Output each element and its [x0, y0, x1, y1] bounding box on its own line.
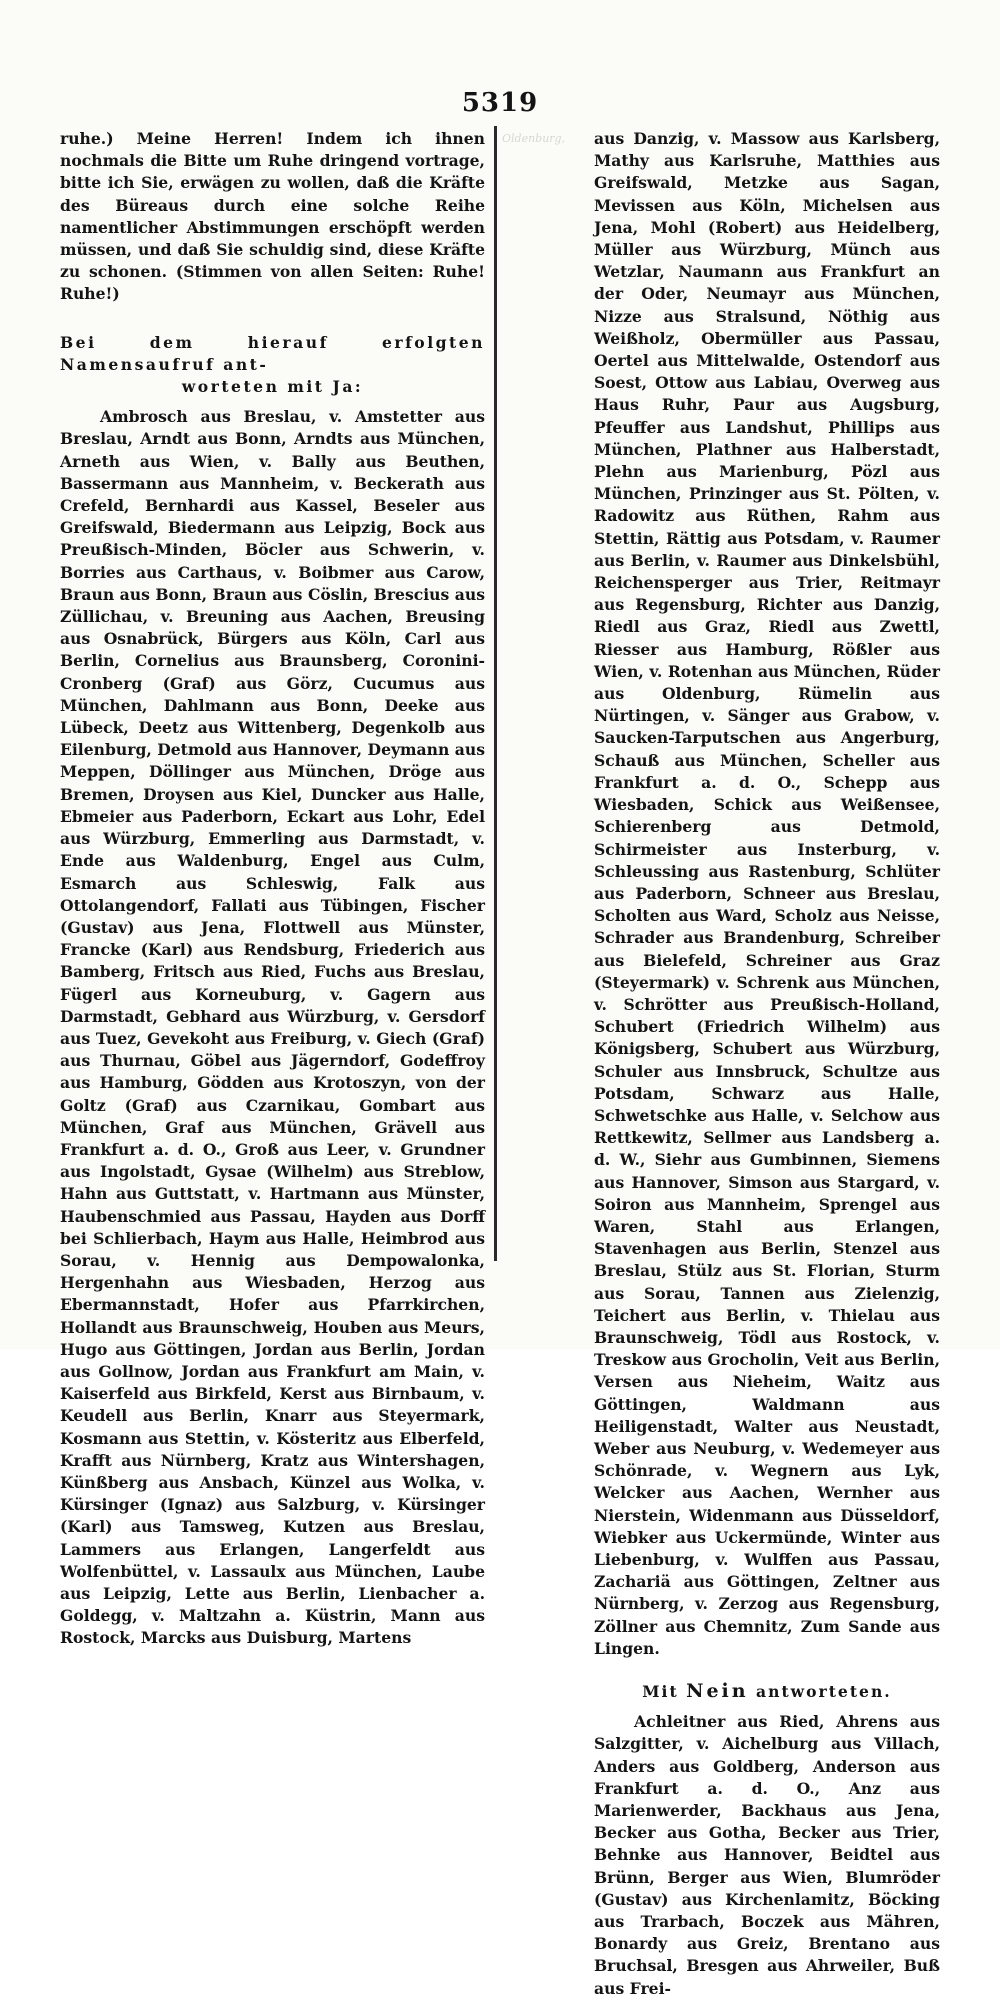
- left-column: [60, 128, 485, 1650]
- nein-heading: [594, 1680, 940, 1703]
- bleed-through-shadow: Oldenburg,: [502, 132, 566, 145]
- column-divider: [494, 126, 497, 1261]
- ja-heading-prefix: worteten mit: [181, 377, 325, 397]
- right-column: [594, 128, 940, 2000]
- ja-list-part2: aus Danzig, v. Massow aus Karlsberg, Mathy aus Karlsruhe, Matthies aus Greifswald, Metzke aus Sagan, Mevissen aus Köln, Michelsen aus Jena, Mohl (Robert) aus Heidelberg, Müller aus Würzburg, Münch aus Wetzlar, Naumann aus Frankfurt an der Oder, Neumayr aus München, Nizze aus Stralsund, Nöthig aus Weißholz, Obermüller aus Passau, Oertel aus Mittelwalde, Ostendorf aus Soest, Ottow aus Labiau, Overweg aus Haus Ruhr, Paur aus Augsburg, Pfeuffer aus Landshut, Phillips aus München, Plathner aus Halberstadt, Plehn aus Marienburg, Pözl aus München, Prinzinger aus St. Pölten, v. Radowitz aus Rüthen, Rahm aus Stettin, Rättig aus Potsdam, v. Raumer aus Berlin, v. Raumer aus Dinkelsbühl, Reichensperger aus Trier, Reitmayr aus Regensburg, Richter aus Danzig, Riedl aus Graz, Riedl aus Zwettl, Riesser aus Hamburg, Rößler aus Wien, v. Rotenhan aus München, Rüder aus Oldenburg, Rümelin aus Nürtingen, v. Sänger aus Grabow, v. Saucken-Tarputschen aus Angerburg, Schauß aus München, Scheller aus Frankfurt a. d. O., Schepp aus Wiesbaden, Schick aus Weißensee, Schierenberg aus Detmold, Schirmeister aus Insterburg, v. Schleussing aus Rastenburg, Schlüter aus Paderborn, Schneer aus Breslau, Scholten aus Ward, Scholz aus Neisse, Schrader aus Brandenburg, Schreiber aus Bielefeld, Schreiner aus Graz (Steyermark) v. Schrenk aus München, v. Schrötter aus Preußisch-Holland, Schubert (Friedrich Wilhelm) aus Königsberg, Schubert aus Würzburg, Schuler aus Innsbruck, Schultze aus Potsdam, Schwarz aus Halle, Schwetschke aus Halle, v. Selchow aus Rettkewitz, Sellmer aus Landsberg a. d. W., Siehr aus Gumbinnen, Siemens aus Hannover, Simson aus Stargard, v. Soiron aus Mannheim, Sprengel aus Waren, Stahl aus Erlangen, Stavenhagen aus Berlin, Stenzel aus Breslau, Stülz aus St. Florian, Sturm aus Sorau, Tannen aus Zielenzig, Teichert aus Berlin, v. Thielau aus Braunschweig, Tödl aus Rostock, v. Treskow aus Grocholin, Veit aus Berlin, Versen aus Nieheim, Waitz aus Göttingen, Waldmann aus Heiligenstadt, Walter aus Neustadt, Weber aus Neuburg, v. Wedemeyer aus Schönrade, v. Wegnern aus Lyk, Welcker aus Aachen, Wernher aus Nierstein, Widenmann aus Düsseldorf, Wiebker aus Uckermünde, Winter aus Liebenburg, v. Wulffen aus Passau, Zachariä aus Göttingen, Zeltner aus Nürnberg, v. Zerzog aus Regensburg, Zöllner aus Chemnitz, Zum Sande aus Lingen.: [594, 129, 940, 1658]
- ja-heading-line1: Bei dem hierauf erfolgten Namensaufruf ant-: [60, 332, 485, 374]
- nein-list: Achleitner aus Ried, Ahrens aus Salzgitter, v. Aichelburg aus Villach, Anders aus Goldberg, Anderson aus Frankfurt a. d. O., Anz aus Marienwerder, Backhaus aus Jena, Becker aus Gotha, Becker aus Trier, Behnke aus Hannover, Beidtel aus Brünn, Berger aus Wien, Blumröder (Gustav) aus Kirchenlamitz, Böcking aus Trarbach, Boczek aus Mähren, Bonardy aus Greiz, Brentano aus Bruchsal, Bresgen aus Ahrweiler, Buß aus Frei-: [594, 1712, 940, 1998]
- nein-heading-word: Nein: [686, 1680, 749, 1703]
- ja-heading-word: Ja:: [332, 377, 364, 397]
- ja-list-part1: Ambrosch aus Breslau, v. Amstetter aus Breslau, Arndt aus Bonn, Arndts aus München, Arneth aus Wien, v. Bally aus Beuthen, Bassermann aus Mannheim, v. Beckerath aus Crefeld, Bernhardi aus Kassel, Beseler aus Greifswald, Biedermann aus Leipzig, Bock aus Preußisch-Minden, Böcler aus Schwerin, v. Borries aus Carthaus, v. Boibmer aus Carow, Braun aus Bonn, Braun aus Cöslin, Brescius aus Züllichau, v. Breuning aus Aachen, Breusing aus Osnabrück, Bürgers aus Köln, Carl aus Berlin, Cornelius aus Braunsberg, Coronini-Cronberg (Graf) aus Görz, Cucumus aus München, Dahlmann aus Bonn, Deeke aus Lübeck, Deetz aus Wittenberg, Degenkolb aus Eilenburg, Detmold aus Hannover, Deymann aus Meppen, Döllinger aus München, Dröge aus Bremen, Droysen aus Kiel, Duncker aus Halle, Ebmeier aus Paderborn, Eckart aus Lohr, Edel aus Würzburg, Emmerling aus Darmstadt, v. Ende aus Waldenburg, Engel aus Culm, Esmarch aus Schleswig, Falk aus Ottolangendorf, Fallati aus Tübingen, Fischer (Gustav) aus Jena, Flottwell aus Münster, Francke (Karl) aus Rendsburg, Friederich aus Bamberg, Fritsch aus Ried, Fuchs aus Breslau, Fügerl aus Korneuburg, v. Gagern aus Darmstadt, Gebhard aus Würzburg, v. Gersdorf aus Tuez, Gevekoht aus Freiburg, v. Giech (Graf) aus Thurnau, Göbel aus Jägerndorf, Godeffroy aus Hamburg, Gödden aus Krotoszyn, von der Goltz (Graf) aus Czarnikau, Gombart aus München, Graf aus München, Grävell aus Frankfurt a. d. O., Groß aus Leer, v. Grundner aus Ingolstadt, Gysae (Wilhelm) aus Streblow, Hahn aus Guttstatt, v. Hartmann aus Münster, Haubenschmied aus Passau, Hayden aus Dorff bei Schlierbach, Haym aus Halle, Heimbrod aus Sorau, v. Hennig aus Dempowalonka, Hergenhahn aus Wiesbaden, Herzog aus Ebermannstadt, Hofer aus Pfarrkirchen, Hollandt aus Braunschweig, Houben aus Meurs, Hugo aus Göttingen, Jordan aus Berlin, Jordan aus Gollnow, Jordan aus Frankfurt am Main, v. Kaiserfeld aus Birkfeld, Kerst aus Birnbaum, v. Keudell aus Berlin, Knarr aus Steyermark, Kosmann aus Stettin, v. Kösteritz aus Elberfeld, Krafft aus Nürnberg, Kratz aus Wintershagen, Künßberg aus Ansbach, Künzel aus Wolka, v. Kürsinger (Ignaz) aus Salzburg, v. Kürsinger (Karl) aus Tamsweg, Kutzen aus Breslau, Lammers aus Erlangen, Langerfeldt aus Wolfenbüttel, v. Lassaulx aus München, Laube aus Leipzig, Lette aus Berlin, Lienbacher a. Goldegg, v. Maltzahn a. Küstrin, Mann aus Rostock, Marcks aus Duisburg, Martens: [60, 407, 485, 1648]
- intro-paragraph: ruhe.) Meine Herren! Indem ich ihnen nochmals die Bitte um Ruhe dringend vortrage, bitte ich Sie, erwägen zu wollen, daß die Kräfte des Büreaus durch eine solche Reihe namentlicher Abstimmungen erschöpft werden müssen, und daß Sie schuldig sind, diese Kräfte zu schonen. (Stimmen von allen Seiten: Ruhe! Ruhe!): [60, 129, 485, 304]
- page-number: 5319: [461, 88, 539, 118]
- nein-heading-prefix: Mit: [642, 1682, 679, 1702]
- nein-heading-suffix: antworteten.: [756, 1682, 892, 1702]
- ja-heading-line2: [60, 376, 485, 398]
